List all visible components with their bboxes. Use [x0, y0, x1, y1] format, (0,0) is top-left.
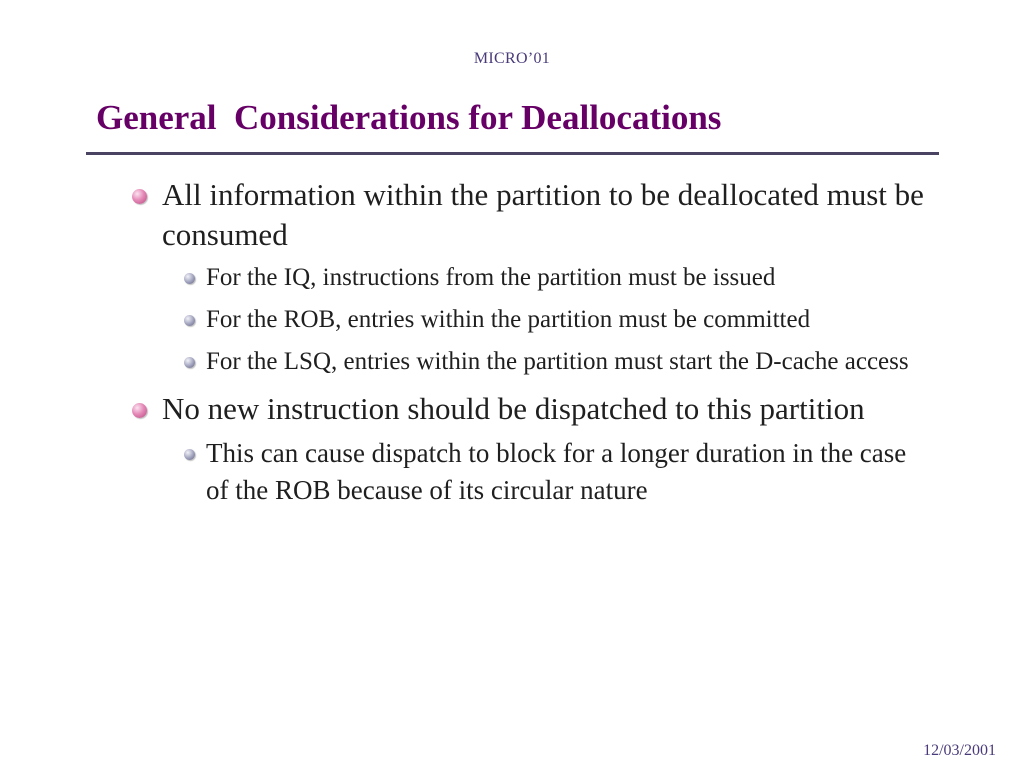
pink-sphere-bullet-icon — [132, 403, 147, 418]
bullet-text: All information within the partition to be deallocated must be consumed — [162, 177, 924, 252]
sub-bullet-item-lsq — [174, 345, 930, 379]
pink-sphere-bullet-icon — [132, 189, 147, 204]
gray-sphere-bullet-icon — [184, 273, 195, 284]
sub-bullet-text: For the LSQ, entries within the partition must start the D-cache access — [206, 348, 909, 375]
gray-sphere-bullet-icon — [184, 315, 195, 326]
sub-bullet-list — [174, 435, 930, 509]
sub-bullet-text: This can cause dispatch to block for a longer duration in the case of the ROB because of its circular nature — [206, 438, 907, 505]
bullet-text: No new instruction should be dispatched to this partition — [162, 391, 865, 426]
bullet-list — [130, 175, 930, 517]
footer-date: 12/03/2001 — [923, 742, 996, 759]
sub-bullet-list — [174, 261, 930, 379]
title-divider — [86, 152, 939, 155]
bullet-item-consumed — [130, 175, 930, 379]
bullet-item-no-dispatch — [130, 389, 930, 509]
sub-bullet-text: For the ROB, entries within the partition must be committed — [206, 306, 811, 333]
slide-title: General Considerations for Deallocations — [96, 98, 722, 137]
sub-bullet-item-dispatch-block — [174, 435, 930, 509]
sub-bullet-text: For the IQ, instructions from the partition must be issued — [206, 264, 776, 291]
gray-sphere-bullet-icon — [184, 449, 195, 460]
sub-bullet-item-rob — [174, 303, 930, 337]
sub-bullet-item-iq — [174, 261, 930, 295]
header-label: MICRO’01 — [473, 50, 551, 67]
gray-sphere-bullet-icon — [184, 357, 195, 368]
